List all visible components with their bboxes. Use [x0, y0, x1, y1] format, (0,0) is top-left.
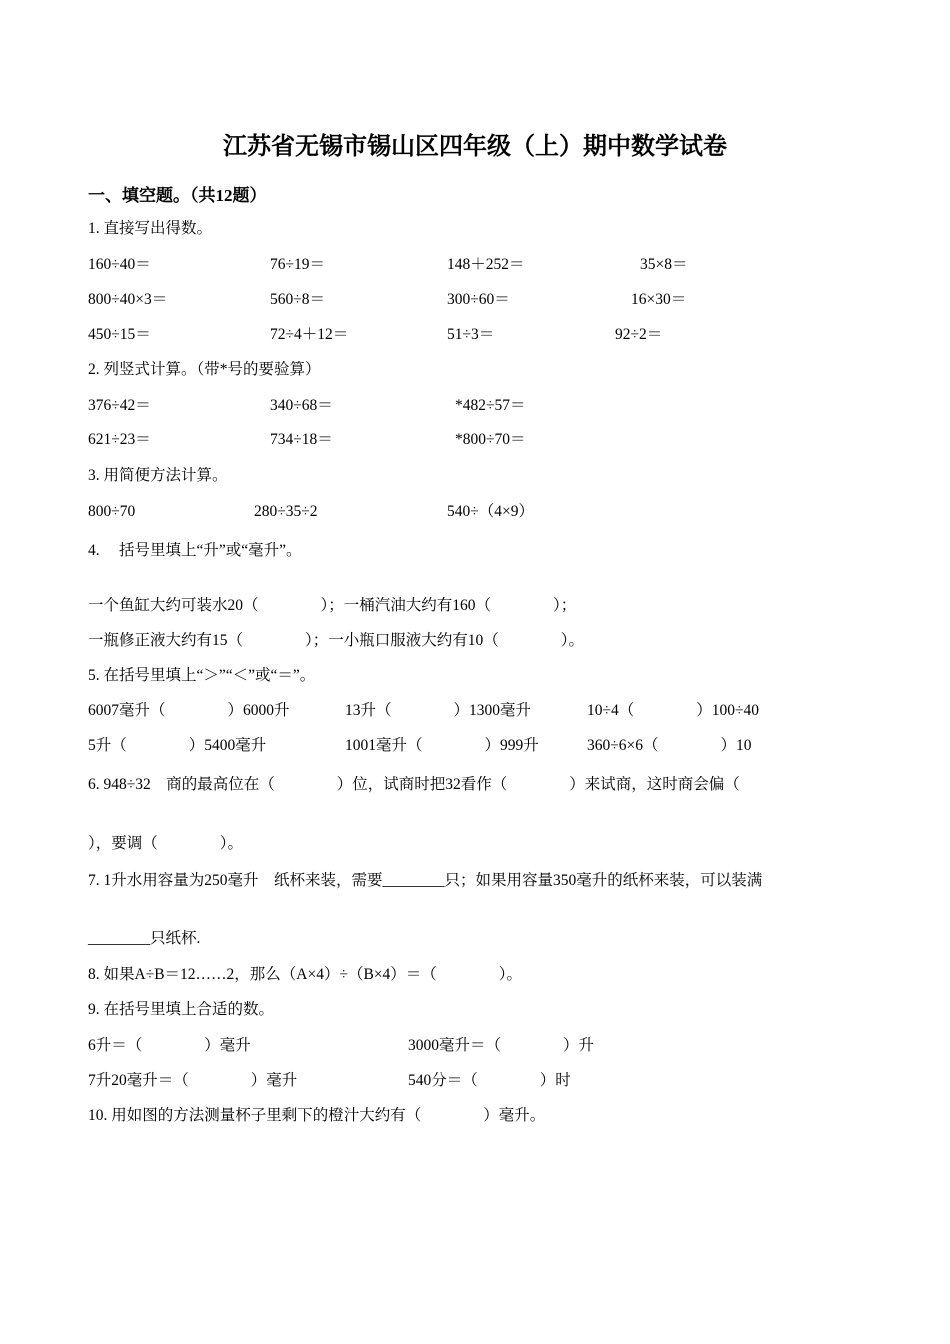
- question-6-line: 6. 948÷32 商的最高位在（ ）位，试商时把32看作（ ）来试商，这时商会偏（: [88, 776, 740, 793]
- q1-item: 560÷8＝: [270, 291, 326, 308]
- question-2-label: 2. 列竖式计算。（带*号的要验算）: [88, 361, 321, 378]
- q2-item: *482÷57＝: [455, 397, 526, 414]
- q3-item: 540÷（4×9）: [447, 503, 534, 520]
- q1-item: 51÷3＝: [447, 326, 495, 343]
- section-heading: 一、填空题。（共12题）: [88, 186, 267, 205]
- question-8: 8. 如果A÷B＝12……2，那么（A×4）÷（B×4）＝（ ）。: [88, 966, 523, 983]
- question-6-line: ），要调（ ）。: [88, 835, 244, 852]
- q1-item: 160÷40＝: [88, 256, 151, 273]
- q5-item: 1001毫升（ ）999升: [345, 737, 539, 754]
- question-4-label: 4. 括号里填上“升”或“毫升”。: [88, 542, 302, 559]
- q9-item: 540分＝（ ）时: [408, 1072, 571, 1089]
- q9-item: 3000毫升＝（ ）升: [408, 1037, 595, 1054]
- q4-line: 一瓶修正液大约有15（ ）；一小瓶口服液大约有10（ ）。: [88, 632, 585, 649]
- q1-item: 76÷19＝: [270, 256, 326, 273]
- q2-item: *800÷70＝: [455, 431, 526, 448]
- q1-item: 16×30＝: [631, 291, 687, 308]
- question-7-line: ________只纸杯.: [88, 930, 201, 947]
- q5-item: 13升（ ）1300毫升: [345, 702, 532, 719]
- q2-item: 734÷18＝: [270, 431, 333, 448]
- q5-item: 10÷4（ ）100÷40: [587, 702, 760, 719]
- q1-item: 800÷40×3＝: [88, 291, 168, 308]
- question-7-line: 7. 1升水用容量为250毫升 纸杯来装，需要________只；如果用容量350毫升的纸杯来装，可以装满: [88, 872, 763, 889]
- q5-item: 5升（ ）5400毫升: [88, 737, 267, 754]
- q5-item: 6007毫升（ ）6000升: [88, 702, 290, 719]
- question-1-label: 1. 直接写出得数。: [88, 220, 213, 237]
- question-9-label: 9. 在括号里填上合适的数。: [88, 1001, 275, 1018]
- q2-item: 621÷23＝: [88, 431, 151, 448]
- question-5-label: 5. 在括号里填上“＞”“＜”或“＝”。: [88, 667, 316, 684]
- page-title: 江苏省无锡市锡山区四年级（上）期中数学试卷: [223, 134, 727, 160]
- q9-item: 7升20毫升＝（ ）毫升: [88, 1072, 298, 1089]
- q2-item: 340÷68＝: [270, 397, 333, 414]
- q1-item: 92÷2＝: [615, 326, 663, 343]
- q1-item: 35×8＝: [640, 256, 688, 273]
- q1-item: 450÷15＝: [88, 326, 151, 343]
- q2-item: 376÷42＝: [88, 397, 151, 414]
- q3-item: 800÷70: [88, 503, 136, 520]
- q5-item: 360÷6×6（ ）10: [587, 737, 752, 754]
- question-3-label: 3. 用简便方法计算。: [88, 467, 228, 484]
- q4-line: 一个鱼缸大约可装水20（ ）；一桶汽油大约有160（ ）；: [88, 597, 577, 614]
- q1-item: 72÷4＋12＝: [270, 326, 349, 343]
- q9-item: 6升＝（ ）毫升: [88, 1037, 251, 1054]
- question-10: 10. 用如图的方法测量杯子里剩下的橙汁大约有（ ）毫升。: [88, 1107, 546, 1124]
- q1-item: 300÷60＝: [447, 291, 510, 308]
- q1-item: 148＋252＝: [447, 256, 525, 273]
- q3-item: 280÷35÷2: [254, 503, 318, 520]
